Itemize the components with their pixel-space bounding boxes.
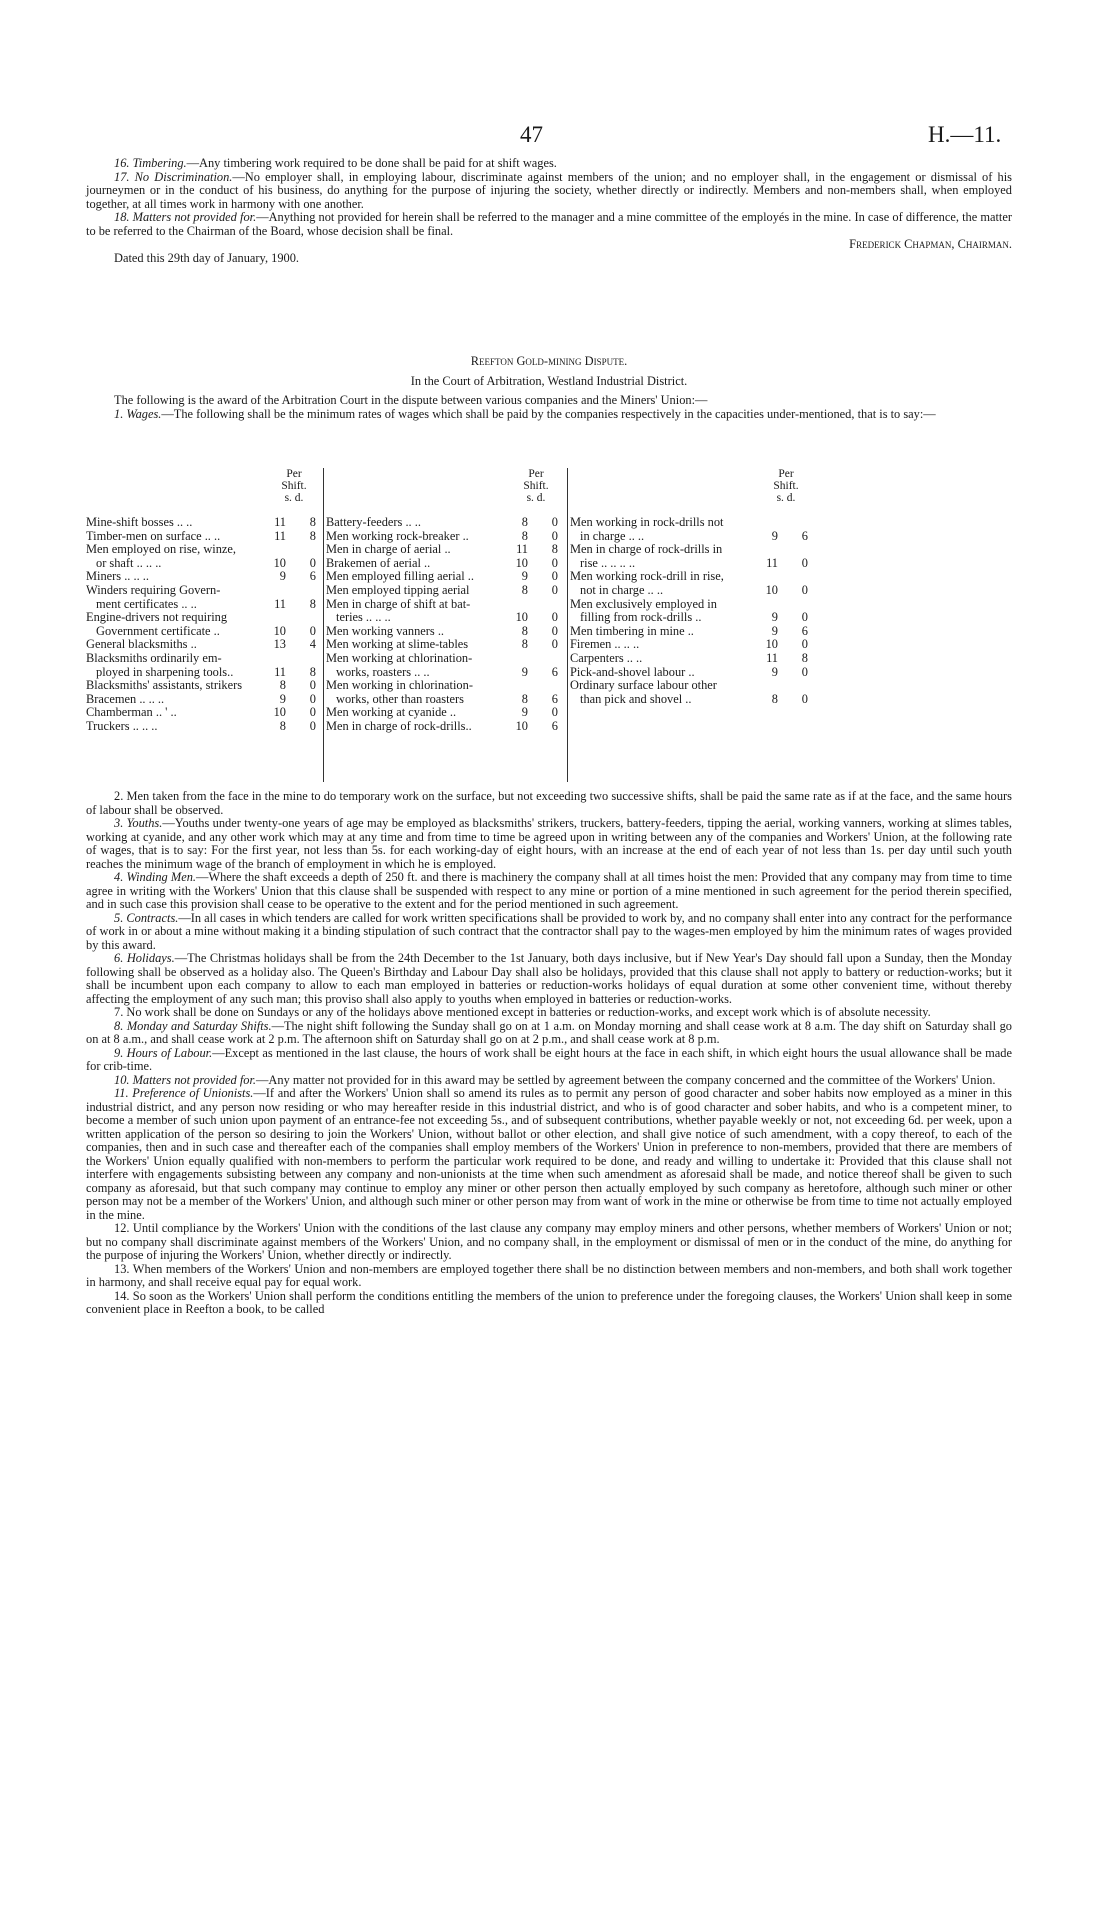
clause-text: —Youths under twenty-one years of age may be employed as blacksmiths' strikers, truckers, battery-feeders, tipping the aerial, working vanners, working at slimes tables, working at cyanide, and any other work which may at any time and from time to time be agreed upon in writing between any of the companies and Workers' Union, at the following rate of wages, that is to say: For the first year, not less than 5s. for each working-day of eight hours, with an increase at the end of each year of not less than 1s. per day until such youth reaches the minimum wage of the branch of employment in which he is employed. (86, 816, 1012, 871)
occupation-label: filling from rock-drills .. (580, 610, 702, 625)
occupation-label: Men working rock-breaker .. (326, 528, 469, 543)
header-per: Per (778, 468, 794, 480)
header-shillings: s. (526, 492, 534, 504)
wage-row (570, 652, 1012, 666)
wage-pence: 6 (309, 569, 316, 584)
header-shift: Shift. (523, 480, 549, 492)
header-shift: Shift. (281, 480, 307, 492)
clause-title: 7. (114, 1005, 124, 1019)
wage-pence: 0 (309, 705, 316, 720)
wage-shillings: 9 (771, 610, 778, 625)
award-clause (86, 1290, 1012, 1317)
award-clause (86, 912, 1012, 953)
court-line: In the Court of Arbitration, Westland Industrial District. (410, 373, 688, 388)
wage-shillings: 8 (521, 637, 528, 652)
wage-table (86, 468, 1012, 782)
occupation-label: Mine-shift bosses .. .. (86, 515, 193, 529)
wage-pence: 0 (801, 664, 808, 679)
occupation-label: works, other than roasters (336, 691, 465, 706)
wage-shillings: 10 (515, 555, 528, 570)
wage-row (86, 598, 323, 612)
wage-shillings: 10 (765, 637, 778, 652)
wage-pence: 8 (309, 596, 316, 611)
column-divider (323, 468, 324, 782)
wage-pence: 8 (801, 650, 808, 665)
per-shift-header (766, 468, 806, 504)
wage-pence: 0 (801, 691, 808, 706)
occupation-label: Firemen .. .. .. (570, 637, 640, 652)
clause-title: 10. Matters not provided for. (114, 1072, 257, 1087)
intro-paragraph: The following is the award of the Arbitration Court in the dispute between various companies and the Miners' Union:— (114, 393, 708, 407)
award-clause (86, 1222, 1012, 1263)
wage-row (326, 598, 566, 612)
occupation-label: Truckers .. .. .. (86, 718, 158, 733)
header-units (516, 492, 556, 504)
wage-row (570, 679, 1012, 693)
wage-shillings: 8 (521, 691, 528, 706)
clause-text: When members of the Workers' Union and non-members are employed together there shall be no distinction between members and non-members, and both shall work together in harmony, and shall receive equal pay for equal work. (86, 1261, 1012, 1289)
occupation-label: Men working in chlorination- (326, 678, 473, 693)
wage-shillings: 11 (766, 555, 778, 570)
wage-shillings: 9 (771, 664, 778, 679)
occupation-label: Men employed tipping aerial (326, 582, 470, 597)
occupation-label: Men working at cyanide .. (326, 705, 457, 720)
wage-shillings: 10 (515, 610, 528, 625)
top-clauses (86, 157, 1012, 265)
occupation-label: Engine-drivers not requiring (86, 610, 228, 625)
signature: Frederick Chapman, Chairman. (849, 237, 1012, 251)
wage-shillings: 8 (279, 718, 286, 733)
wage-pence: 0 (551, 623, 558, 638)
clause-text: —In all cases in which tenders are called for work written specifications shall be provided to work by, and no company shall enter into any contract for the performance of work in or about a mine without making it a binding stipulation of such contract that the contractor shall pay to the wages-men employed by him the minimum rates of wages provided by this award. (86, 910, 1012, 952)
wage-column-3 (570, 468, 1012, 782)
wage-row (326, 638, 566, 652)
clause-title: 14. (114, 1288, 130, 1303)
wage-shillings: 8 (279, 678, 286, 693)
award-clause (86, 1263, 1012, 1290)
wage-pence: 0 (801, 555, 808, 570)
wage-row (86, 706, 323, 720)
occupation-label: ment certificates .. .. (96, 596, 197, 611)
occupation-label: Chamberman .. ' .. (86, 705, 177, 720)
occupation-label: Brakemen of aerial .. (326, 555, 431, 570)
wage-pence: 8 (309, 664, 316, 679)
wage-shillings: 8 (521, 528, 528, 543)
wage-row (326, 679, 566, 693)
wage-pence: 0 (551, 528, 558, 543)
occupation-label: works, roasters .. .. (336, 664, 430, 679)
occupation-label: or shaft .. .. .. (96, 555, 162, 570)
wage-row (570, 666, 1012, 680)
wage-shillings: 9 (521, 664, 528, 679)
wage-pence: 8 (309, 528, 316, 543)
wage-row (326, 693, 566, 707)
award-clause (86, 1087, 1012, 1222)
occupation-label: Men in charge of rock-drills in (570, 542, 723, 557)
wage-pence: 0 (551, 569, 558, 584)
wage-pence: 0 (309, 555, 316, 570)
wage-row (570, 611, 1012, 625)
clause-text: —If and after the Workers' Union shall so amend its rules as to permit any person of good character and sober habits now employed as a miner in this industrial district, and any person now residing or who may hereafter reside in this industrial district, and who is of good character and sober habits, and who is a competent miner, to become a member of such union upon payment of an entrance-fee not exceeding 5s., and of subsequent contributions, whether payable weekly or not, not exceeding 6d. per week, upon a written application of the person so desiring to join the Workers' Union, without ballot or other election, and shall give notice of such amendment, with a copy thereof, to each of the companies, then and in such case and thereafter each of the companies shall employ members of the Workers' Union in preference to non-members, provided that there are members of the Workers' Union equally qualified with non-members to perform the particular work required to be done, and ready and willing to undertake it: Provided that this clause shall not interfere with engagements subsisting between any company and non-unionists at the time when such amendment as aforesaid shall be made, and notice thereof shall be given to such company as aforesaid, but that such company may continue to employ any miner or other person then actually employed by such company as heretofore, although such miner or other person may not be a member of the Workers' Union, and although such miner or other person may from want of work in the mine or otherwise be from time to time not actually employed in the mine. (86, 1086, 1013, 1222)
header-pence: d. (536, 492, 546, 504)
wage-row (86, 570, 323, 584)
wage-shillings: 8 (521, 582, 528, 597)
clause-text: Until compliance by the Workers' Union with the conditions of the last clause any company may employ miners and other persons, whether members of Workers' Union or not; but no company shall discriminate against members of the Workers' Union, and no company shall, in the employment or dismissal of men or in the conduct of the mine, do anything for the purpose of injuring the Workers' Union, whether directly or indirectly. (86, 1221, 1012, 1262)
wage-pence: 0 (309, 678, 316, 693)
occupation-label: not in charge .. .. (580, 582, 664, 597)
wage-row (570, 516, 1012, 530)
occupation-label: Miners .. .. .. (86, 569, 149, 584)
award-clause (86, 952, 1012, 1006)
wage-pence: 0 (551, 610, 558, 625)
clause-text: —The Christmas holidays shall be from the 24th December to the 1st January, both days inclusive, but if New Year's Day should fall upon a Sunday, then the Monday following shall be observed as a holiday also. The Queen's Birthday and Labour Day shall also be holidays, provided that this clause shall not apply to battery or reduction-works; but it shall be incumbent upon each company to allow to each man employed in batteries or reduction-works holidays of equal duration at some other convenient time, without thereby affecting the employment of any such man; this proviso shall also apply to youths when employed in batteries or reduction-works. (86, 951, 1013, 1006)
clause-title: 8. Monday and Saturday Shifts. (114, 1018, 272, 1033)
wage-row (86, 652, 323, 666)
wage-pence: 4 (309, 637, 316, 652)
clause-title: 13. (114, 1261, 130, 1276)
occupation-label: Men working at chlorination- (326, 650, 473, 665)
wage-shillings: 9 (771, 528, 778, 543)
header-units (274, 492, 314, 504)
wage-pence: 0 (801, 610, 808, 625)
per-shift-header (516, 468, 556, 504)
header-per: Per (286, 468, 302, 480)
occupation-label: Blacksmiths ordinarily em- (86, 650, 222, 665)
wage-pence: 8 (309, 515, 316, 529)
wage-row (86, 625, 323, 639)
wage-row (570, 625, 1012, 639)
occupation-label: Pick-and-shovel labour .. (570, 664, 695, 679)
clause-text: No work shall be done on Sundays or any of the holidays above mentioned except in batteries or reduction-works, and except work which is of absolute necessity. (123, 1005, 931, 1019)
dispute-heading (86, 355, 1012, 421)
clause-title: 9. Hours of Labour. (114, 1045, 213, 1060)
occupation-label: Men working vanners .. (326, 623, 445, 638)
occupation-label: Blacksmiths' assistants, strikers (86, 678, 243, 693)
wage-shillings: 8 (771, 691, 778, 706)
wage-shillings: 10 (765, 582, 778, 597)
clause-16: 16. Timbering.—Any timbering work required to be done shall be paid for at shift wages. (114, 156, 557, 170)
award-clause (86, 817, 1012, 871)
clause-18: 18. Matters not provided for.—Anything not provided for herein shall be referred to the manager and a mine committee of the employés in the mine. In case of difference, the matter to be referred to the Chairman of the Board, whose decision shall be final. (86, 210, 1012, 238)
wage-pence: 0 (551, 637, 558, 652)
wage-row (326, 720, 566, 734)
clause-text: Men taken from the face in the mine to do temporary work on the surface, but not exceeding two successive shifts, shall be paid the same rate as if at the face, and the same hours of labour shall be observed. (86, 789, 1012, 817)
clause-text: So soon as the Workers' Union shall perform the conditions entitling the members of the union to preference under the foregoing clauses, the Workers' Union shall keep in some convenient place in Reefton a book, to be called (86, 1288, 1012, 1316)
wage-shillings: 9 (279, 569, 286, 584)
wage-pence: 8 (551, 542, 558, 557)
wage-row (86, 679, 323, 693)
clause-text: —Except as mentioned in the last clause, the hours of work shall be eight hours at the face in each shift, in which eight hours the usual allowance shall be made for crib-time. (86, 1045, 1012, 1073)
wage-row (86, 584, 323, 598)
wage-pence: 0 (551, 705, 558, 720)
clause-17: 17. No Discrimination.—No employer shall, in employing labour, discriminate against members of the union; and no employer shall, in the engagement or dismissal of his journeymen or in the conduct of his business, do anything for the purpose of injuring the society, whether directly or indirectly. Members and non-members shall, when employed together, at all times work in harmony with one another. (86, 169, 1012, 211)
wage-pence: 0 (309, 691, 316, 706)
occupation-label: Men in charge of rock-drills.. (326, 718, 472, 733)
occupation-label: Men in charge of shift at bat- (326, 596, 471, 611)
occupation-label: Battery-feeders .. .. (326, 515, 421, 529)
clause-title: 12. (114, 1221, 130, 1235)
occupation-label: teries .. .. .. (336, 610, 391, 625)
wage-row (326, 611, 566, 625)
occupation-label: rise .. .. .. .. (580, 555, 636, 570)
wage-row (570, 598, 1012, 612)
wage-row (326, 584, 566, 598)
wage-row (570, 570, 1012, 584)
clause-title: 4. Winding Men. (114, 870, 197, 884)
wage-row (326, 557, 566, 571)
occupation-label: Bracemen .. .. .. (86, 691, 165, 706)
wage-pence: 0 (551, 582, 558, 597)
wage-shillings: 11 (274, 515, 286, 529)
occupation-label: Men working rock-drill in rise, (570, 569, 724, 584)
occupation-label: Men employed filling aerial .. (326, 569, 474, 584)
clause-title: 6. Holidays. (114, 951, 175, 965)
page-number: 47 (520, 122, 543, 147)
header-shillings: s. (284, 492, 292, 504)
wage-pence: 6 (801, 623, 808, 638)
award-clause (86, 1047, 1012, 1074)
clause-title: 5. Contracts. (114, 910, 179, 925)
per-shift-header (274, 468, 314, 504)
wage-row (326, 570, 566, 584)
wage-shillings: 11 (274, 528, 286, 543)
clause-text: —Where the shaft exceeds a depth of 250 ft. and there is machinery the company shall at all times hoist the men: Provided that any company may from time to time agree in writing with the Workers' Union that this clause shall be suspended with respect to any mine or portion of a mine mentioned in such agreement for the period therein specified, and in such case this provision shall cease to be operative to the extent and for the period mentioned in such agreement. (86, 870, 1013, 911)
wage-pence: 0 (551, 515, 558, 529)
clause-text: —Any matter not provided for in this award may be settled by agreement between the company concerned and the committee of the Workers' Union. (256, 1072, 996, 1087)
header-pence: d. (786, 492, 796, 504)
occupation-label: Carpenters .. .. (570, 650, 643, 665)
wage-shillings: 9 (521, 705, 528, 720)
header-per: Per (528, 468, 544, 480)
occupation-label: Men working at slime-tables (326, 637, 469, 652)
header-shillings: s. (776, 492, 784, 504)
clause-text: —The night shift following the Sunday shall go on at 1 a.m. on Monday morning and shall cease work at 8 a.m. The day shift on Saturday shall go on at 8 a.m., and shall cease work at 2 p.m. The afternoon shift on Saturday shall go on at 2 p.m., and shall cease work at 8 p.m. (86, 1018, 1012, 1046)
wage-column-1 (86, 468, 323, 782)
clause-title: 11. Preference of Unionists. (114, 1086, 254, 1100)
occupation-label: Winders requiring Govern- (86, 582, 221, 597)
wage-row (570, 584, 1012, 598)
dispute-title: Reefton Gold-mining Dispute. (470, 354, 628, 368)
wage-row (570, 557, 1012, 571)
wage-pence: 0 (801, 582, 808, 597)
wage-row (326, 516, 566, 530)
wage-shillings: 9 (771, 623, 778, 638)
occupation-label: Men working in rock-drills not (570, 515, 724, 529)
occupation-label: Men exclusively employed in (570, 596, 717, 611)
wage-row (570, 543, 1012, 557)
header-units (766, 492, 806, 504)
wage-shillings: 10 (273, 555, 286, 570)
wage-row (86, 516, 323, 530)
award-clause (86, 871, 1012, 912)
wage-pence: 6 (551, 691, 558, 706)
wage-pence: 0 (309, 623, 316, 638)
wage-row (326, 666, 566, 680)
wage-row (86, 693, 323, 707)
wage-pence: 6 (551, 664, 558, 679)
wage-row (86, 557, 323, 571)
wage-shillings: 11 (516, 542, 528, 557)
occupation-label: General blacksmiths .. (86, 637, 197, 652)
header-pence: d. (294, 492, 304, 504)
clause-title: 3. Youths. (114, 816, 163, 830)
wage-pence: 6 (551, 718, 558, 733)
award-clause (86, 790, 1012, 817)
occupation-label: Timber-men on surface .. .. (86, 528, 221, 543)
wage-row (86, 720, 323, 734)
occupation-label: than pick and shovel .. (580, 691, 692, 706)
clause-title: 2. (114, 789, 124, 803)
wage-pence: 0 (551, 555, 558, 570)
occupation-label: Men timbering in mine .. (570, 623, 694, 638)
column-divider (567, 468, 568, 782)
award-clause (86, 1006, 1012, 1020)
wage-pence: 0 (801, 637, 808, 652)
wages-clause: 1. Wages.—The following shall be the minimum rates of wages which shall be paid by the companies respectively in the capacities under-mentioned, that is to say:— (114, 406, 936, 421)
occupation-label: Government certificate .. (96, 623, 220, 638)
header-shift: Shift. (773, 480, 799, 492)
dated-line: Dated this 29th day of January, 1900. (114, 250, 300, 265)
award-clause (86, 1020, 1012, 1047)
wage-shillings: 9 (521, 569, 528, 584)
wage-shillings: 8 (521, 515, 528, 529)
wage-row (86, 666, 323, 680)
wage-row (86, 543, 323, 557)
occupation-label: Ordinary surface labour other (570, 678, 717, 693)
wage-shillings: 13 (273, 637, 286, 652)
wage-shillings: 10 (273, 705, 286, 720)
wage-row (326, 543, 566, 557)
occupation-label: in charge .. .. (580, 528, 645, 543)
document-reference: H.—11. (928, 122, 1002, 147)
wage-row (86, 611, 323, 625)
occupation-label: Men in charge of aerial .. (326, 542, 451, 557)
wage-row (326, 706, 566, 720)
wage-shillings: 11 (766, 650, 778, 665)
wage-row (570, 693, 1012, 707)
wage-shillings: 9 (279, 691, 286, 706)
wage-row (86, 530, 323, 544)
wage-row (570, 530, 1012, 544)
award-clauses (86, 790, 1012, 1317)
wage-shillings: 11 (274, 664, 286, 679)
wage-pence: 0 (309, 718, 316, 733)
wage-row (570, 638, 1012, 652)
wage-row (326, 652, 566, 666)
wage-column-2 (326, 468, 566, 782)
award-clause (86, 1074, 1012, 1088)
wage-row (326, 625, 566, 639)
wage-shillings: 11 (274, 596, 286, 611)
wage-shillings: 10 (273, 623, 286, 638)
wage-shillings: 8 (521, 623, 528, 638)
wage-pence: 6 (801, 528, 808, 543)
occupation-label: Men employed on rise, winze, (86, 542, 237, 557)
wage-row (86, 638, 323, 652)
wage-shillings: 10 (515, 718, 528, 733)
occupation-label: ployed in sharpening tools.. (96, 664, 234, 679)
wage-row (326, 530, 566, 544)
